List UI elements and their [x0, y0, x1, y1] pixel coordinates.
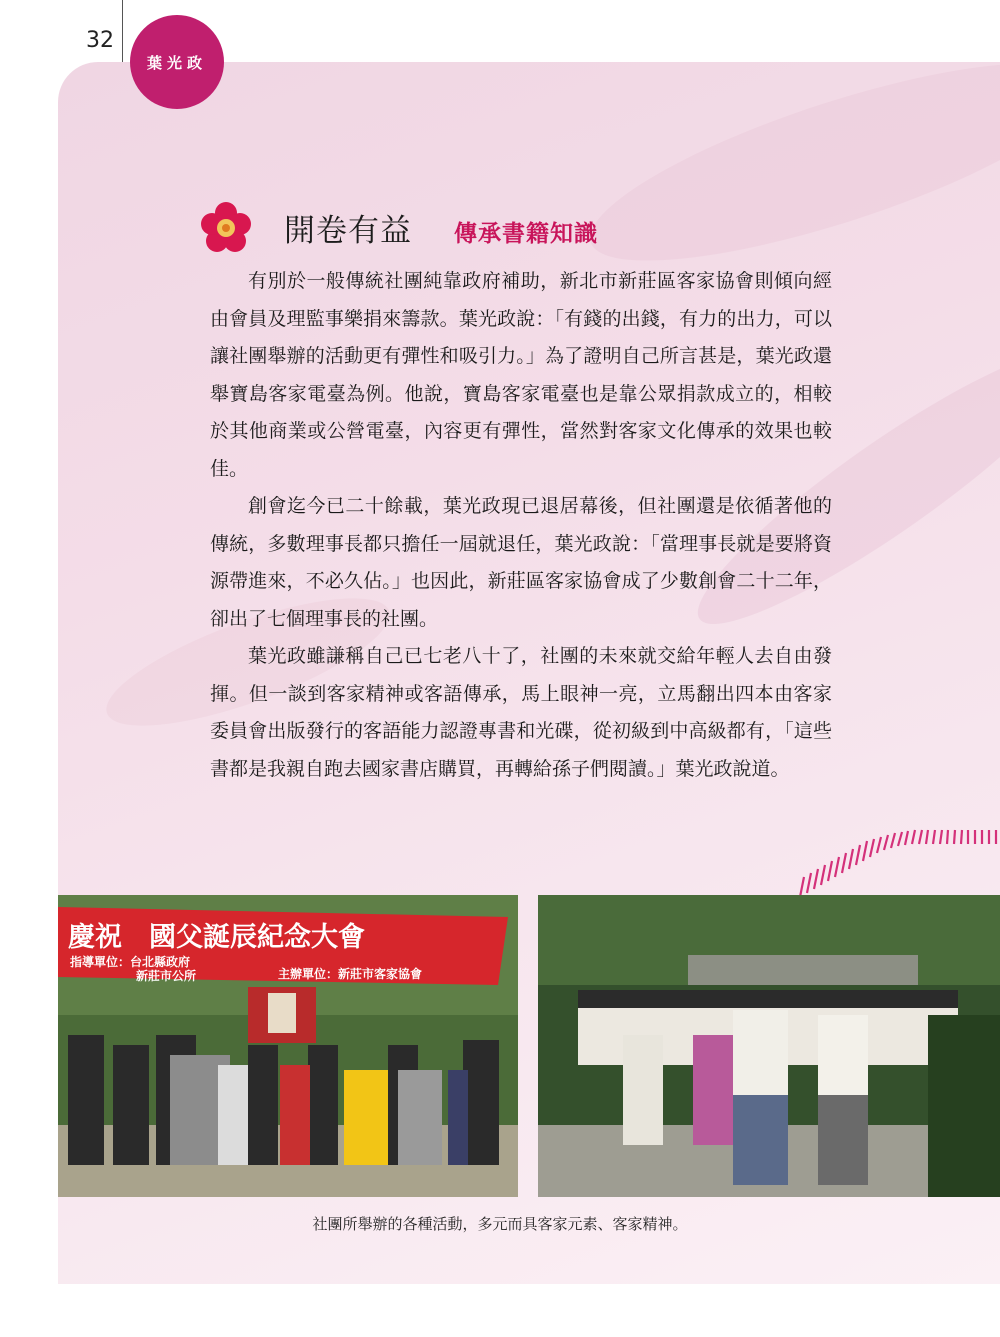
section-subtitle: 傳承書籍知識	[454, 221, 598, 247]
photo-group	[538, 895, 1000, 1197]
flower-icon	[198, 200, 254, 256]
banner-left-1: 指導單位：台北縣政府	[70, 955, 191, 969]
banner-right: 主辦單位：新莊市客家協會	[278, 967, 423, 981]
section-title: 開卷有益	[284, 213, 412, 249]
decorative-stripes	[790, 825, 1000, 900]
paragraph: 有別於一般傳統社團純靠政府補助，新北市新莊區客家協會則傾向經由會員及理監事樂捐來籌款。葉光政說：「有錢的出錢，有力的出力，可以讓社團舉辦的活動更有彈性和吸引力。」為了證明自己所言甚是，葉光政還舉寶島客家電臺為例。他說，寶島客家電臺也是靠公眾捐款成立的，相較於其他商業或公營電臺，內容更有彈性，當然對客家文化傳承的效果也較佳。	[210, 270, 832, 480]
photo-group-scene	[538, 895, 1000, 1197]
photo-ceremony	[58, 895, 518, 1197]
photo-caption: 社團所舉辦的各種活動，多元而具客家元素、客家精神。	[312, 1215, 688, 1233]
author-badge	[130, 15, 224, 109]
article-body	[210, 263, 832, 788]
author-name: 葉光政	[146, 53, 207, 72]
page-number: 32	[86, 28, 114, 53]
header-rule	[122, 0, 123, 62]
banner-left-2: 新莊市公所	[136, 969, 197, 983]
paragraph: 創會迄今已二十餘載，葉光政現已退居幕後，但社團還是依循著他的傳統，多數理事長都只擔任一屆就退任，葉光政說：「當理事長就是要將資源帶進來，不必久佔。」也因此，新莊區客家協會成了少數創會二十二年，卻出了七個理事長的社團。	[210, 495, 832, 630]
paragraph: 葉光政雖謙稱自己已七老八十了，社團的未來就交給年輕人去自由發揮。但一談到客家精神或客語傳承，馬上眼神一亮，立馬翻出四本由客家委員會出版發行的客語能力認證專書和光碟，從初級到中高級都有，「這些書都是我親自跑去國家書店購買，再轉給孫子們閱讀。」葉光政說道。	[210, 645, 832, 780]
banner-title: 慶祝 國父誕辰紀念大會	[68, 922, 365, 953]
